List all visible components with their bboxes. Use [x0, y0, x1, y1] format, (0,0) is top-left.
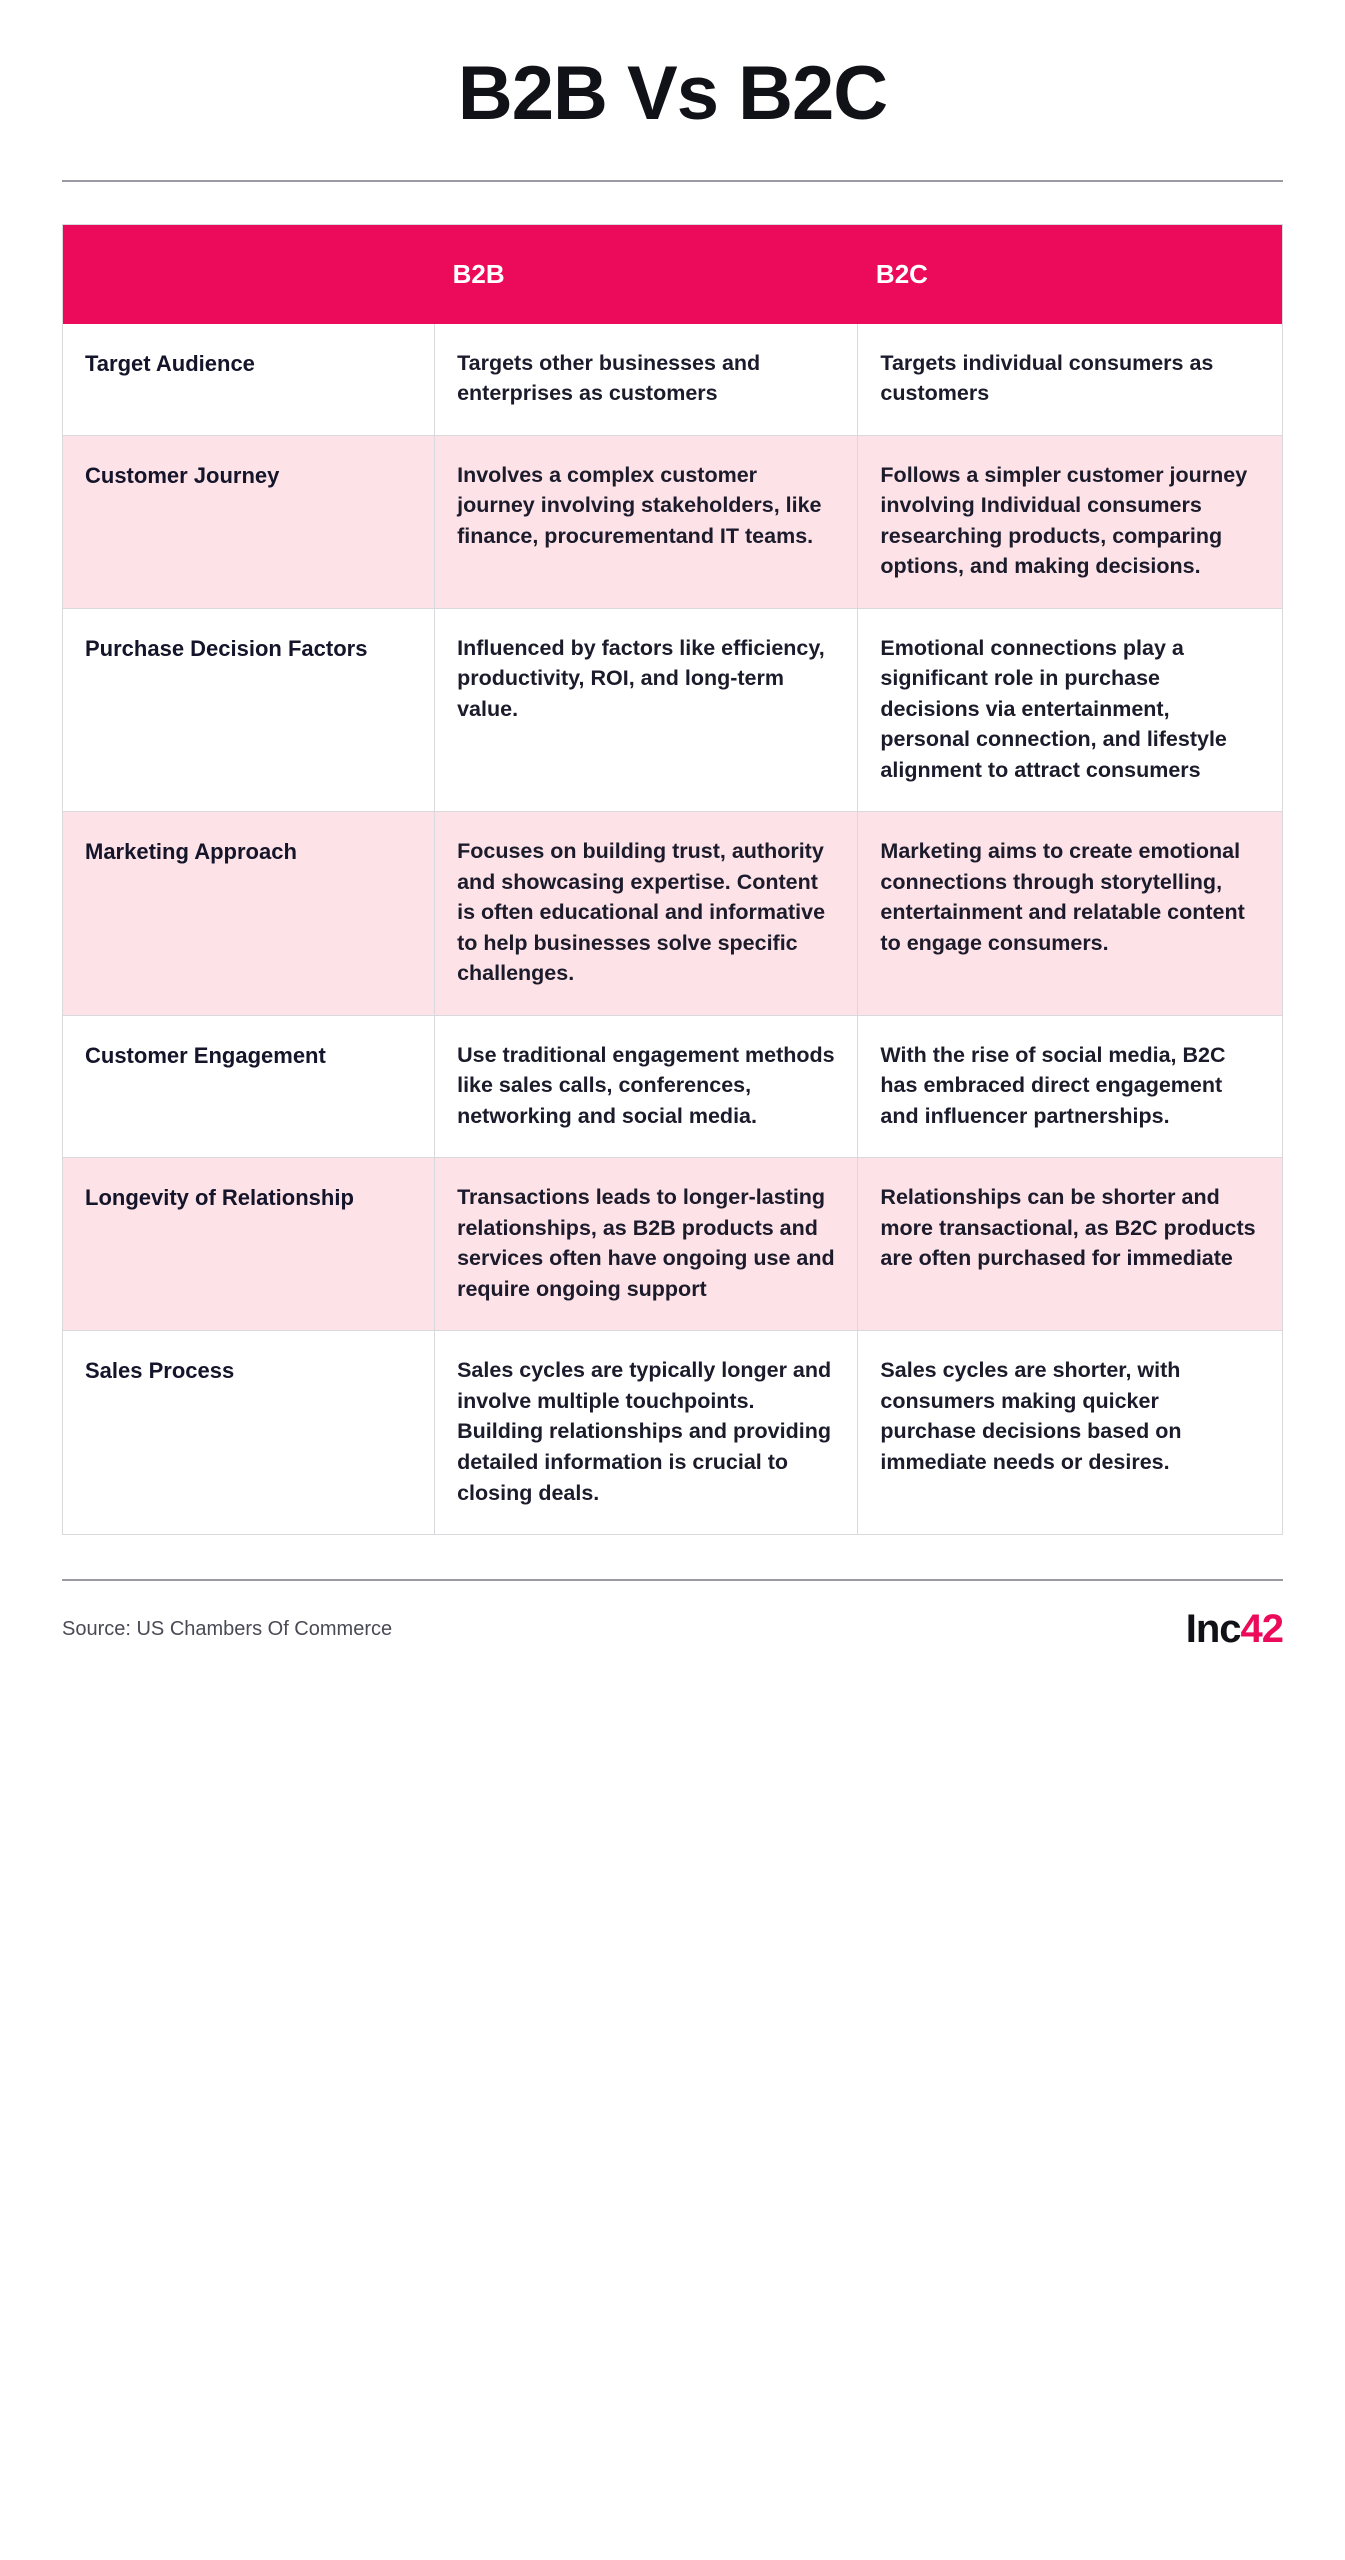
comparison-table [62, 224, 1283, 1535]
row-label-longevity-of-relationship: Longevity of Relationship [63, 1158, 435, 1331]
title-block [62, 0, 1283, 164]
table-row [63, 324, 1283, 436]
table-row [63, 1015, 1283, 1158]
cell-b2c-sales-process: Sales cycles are shorter, with consumers making quicker purchase decisions based on immediate needs or desires. [858, 1331, 1283, 1535]
cell-b2b-purchase-decision-factors: Influenced by factors like efficiency, productivity, ROI, and long-term value. [435, 608, 858, 812]
page-title: B2B Vs B2C [457, 51, 888, 136]
row-label-marketing-approach: Marketing Approach [63, 812, 435, 1016]
cell-b2b-sales-process: Sales cycles are typically longer and involve multiple touchpoints. Building relationships and providing detailed information is crucial to closing deals. [435, 1331, 858, 1535]
footer [62, 1607, 1283, 1698]
cell-b2c-marketing-approach: Marketing aims to create emotional connections through storytelling, entertainment and relatable content to engage consumers. [858, 812, 1283, 1016]
cell-b2b-marketing-approach: Focuses on building trust, authority and showcasing expertise. Content is often educational and informative to help businesses solve specific challenges. [435, 812, 858, 1016]
top-divider [62, 180, 1283, 182]
column-header-blank [63, 224, 435, 324]
bottom-divider [62, 1579, 1283, 1581]
logo-text: Inc [1185, 1607, 1241, 1652]
table-row [63, 608, 1283, 812]
cell-b2b-target-audience: Targets other businesses and enterprises as customers [435, 324, 858, 436]
table-header-row [63, 224, 1283, 324]
cell-b2c-longevity-of-relationship: Relationships can be shorter and more transactional, as B2C products are often purchased for immediate [858, 1158, 1283, 1331]
column-header-b2b: B2B [435, 224, 858, 324]
row-label-customer-journey: Customer Journey [63, 435, 435, 608]
cell-b2b-longevity-of-relationship: Transactions leads to longer-lasting relationships, as B2B products and services often have ongoing use and require ongoing support [435, 1158, 858, 1331]
table-row [63, 812, 1283, 1016]
row-label-customer-engagement: Customer Engagement [63, 1015, 435, 1158]
cell-b2c-target-audience: Targets individual consumers as customers [858, 324, 1283, 436]
bottom-spacer [62, 1698, 1283, 2560]
cell-b2b-customer-engagement: Use traditional engagement methods like sales calls, conferences, networking and social media. [435, 1015, 858, 1158]
column-header-b2c: B2C [858, 224, 1283, 324]
cell-b2c-purchase-decision-factors: Emotional connections play a significant role in purchase decisions via entertainment, personal connection, and lifestyle alignment to attract consumers [858, 608, 1283, 812]
cell-b2c-customer-journey: Follows a simpler customer journey involving Individual consumers researching products, comparing options, and making decisions. [858, 435, 1283, 608]
row-label-target-audience: Target Audience [63, 324, 435, 436]
table-row [63, 1158, 1283, 1331]
table-row [63, 1331, 1283, 1535]
row-label-purchase-decision-factors: Purchase Decision Factors [63, 608, 435, 812]
cell-b2c-customer-engagement: With the rise of social media, B2C has embraced direct engagement and influencer partnerships. [858, 1015, 1283, 1158]
row-label-sales-process: Sales Process [63, 1331, 435, 1535]
table-body [63, 324, 1283, 1535]
cell-b2b-customer-journey: Involves a complex customer journey involving stakeholders, like finance, procurementand IT teams. [435, 435, 858, 608]
inc42-logo [1186, 1607, 1283, 1652]
table-header [63, 224, 1283, 324]
logo-accent: 42 [1240, 1607, 1283, 1652]
table-row [63, 435, 1283, 608]
source-attribution: Source: US Chambers Of Commerce [62, 1618, 393, 1641]
